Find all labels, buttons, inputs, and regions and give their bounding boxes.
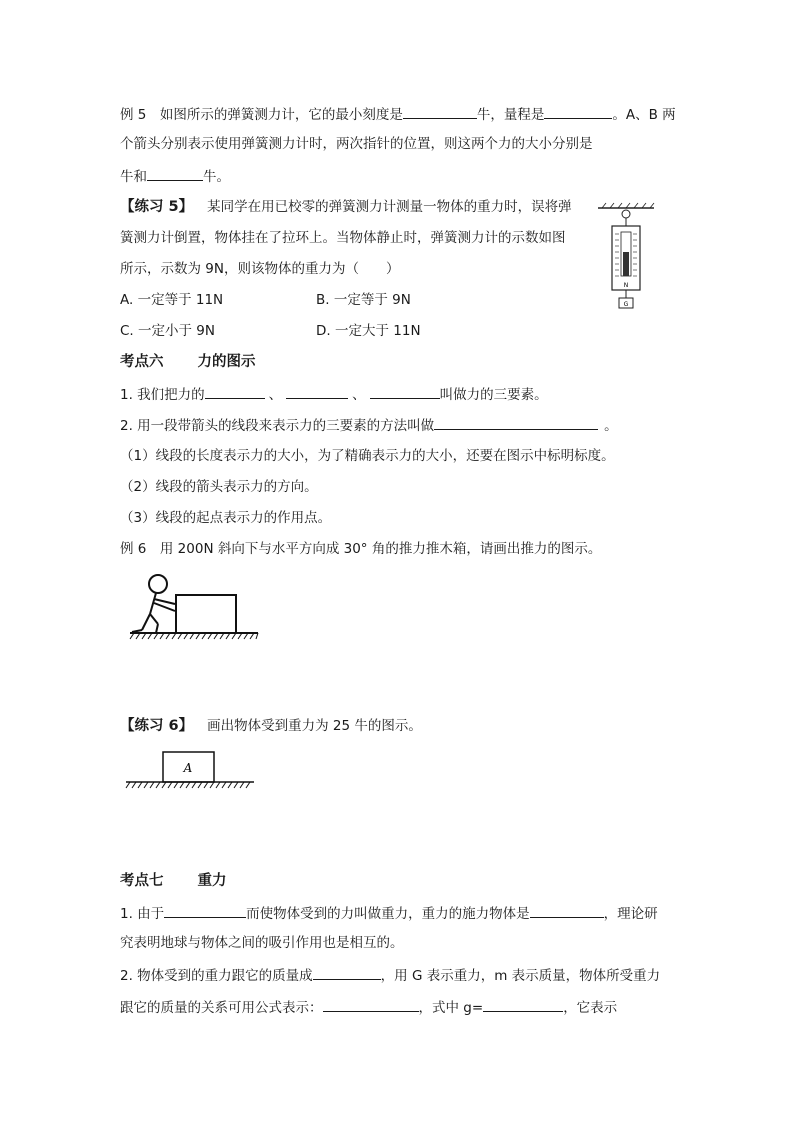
weight-label: G	[623, 301, 629, 308]
example-5-line-3: 牛和 牛。	[120, 165, 230, 187]
gauge-unit-label: N	[623, 282, 629, 289]
block-a-figure	[126, 750, 258, 790]
blank-min-scale[interactable]	[403, 103, 477, 119]
blank-gravity-cause[interactable]	[164, 902, 246, 918]
section-7-item-2-line-1: 2. 物体受到的重力跟它的质量成 ，用 G 表示重力，m 表示质量，物体所受重力	[120, 964, 660, 986]
blank-element-1[interactable]	[205, 383, 265, 399]
section-6-sub-2: （2）线段的箭头表示力的方向。	[120, 479, 318, 495]
section-6-item-1: 1. 我们把力的 、 、 叫做力的三要素。	[120, 383, 548, 405]
practice-5-line-2: 簧测力计倒置，物体挂在了拉环上。当物体静止时，弹簧测力计的示数如图	[120, 230, 566, 246]
blank-force-b[interactable]	[147, 165, 203, 181]
section-7-item-2-line-2: 跟它的质量的关系可用公式表示： ，式中 g= ，它表示	[120, 996, 617, 1018]
blank-force-diagram-name[interactable]	[434, 414, 598, 430]
blank-formula[interactable]	[323, 996, 419, 1012]
section-6-heading: 考点六 力的图示	[120, 354, 256, 370]
practice-6: 【练习 6】 画出物体受到重力为 25 牛的图示。	[120, 718, 422, 734]
section-7-item-1-line-2: 究表明地球与物体之间的吸引作用也是相互的。	[120, 935, 404, 951]
blank-range[interactable]	[544, 103, 612, 119]
option-b[interactable]: B. 一定等于 9N	[316, 292, 411, 308]
section-7-heading: 考点七 重力	[120, 873, 227, 889]
pushing-box-figure	[128, 572, 268, 642]
option-a[interactable]: A. 一定等于 11N	[120, 292, 224, 308]
example-5-line-1: 例 5 如图所示的弹簧测力计，它的最小刻度是 牛，量程是 。A、B 两	[120, 103, 676, 125]
block-a-label: A	[183, 761, 193, 775]
example-5-line-2: 个箭头分别表示使用弹簧测力计时，两次指针的位置，则这两个力的大小分别是	[120, 136, 593, 152]
blank-proportional[interactable]	[313, 964, 381, 980]
example-6: 例 6 用 200N 斜向下与水平方向成 30° 角的推力推木箱，请画出推力的图示。	[120, 541, 602, 557]
section-6-sub-3: （3）线段的起点表示力的作用点。	[120, 510, 332, 526]
practice-5-line-1: 【练习 5】 某同学在用已校零的弹簧测力计测量一物体的重力时，误将弹	[120, 199, 572, 215]
blank-element-2[interactable]	[286, 383, 348, 399]
blank-element-3[interactable]	[370, 383, 440, 399]
practice-5-line-3: 所示，示数为 9N，则该物体的重力为（ ）	[120, 261, 400, 277]
section-6-sub-1: （1）线段的长度表示力的大小，为了精确表示力的大小，还要在图示中标明标度。	[120, 448, 615, 464]
spring-scale-figure	[598, 200, 658, 310]
option-d[interactable]: D. 一定大于 11N	[316, 323, 421, 339]
option-c[interactable]: C. 一定小于 9N	[120, 323, 215, 339]
section-6-item-2: 2. 用一段带箭头的线段来表示力的三要素的方法叫做 。	[120, 414, 618, 436]
blank-gravity-source[interactable]	[530, 902, 604, 918]
blank-g-value[interactable]	[483, 996, 563, 1012]
section-7-item-1-line-1: 1. 由于 而使物体受到的力叫做重力，重力的施力物体是 ，理论研	[120, 902, 658, 924]
